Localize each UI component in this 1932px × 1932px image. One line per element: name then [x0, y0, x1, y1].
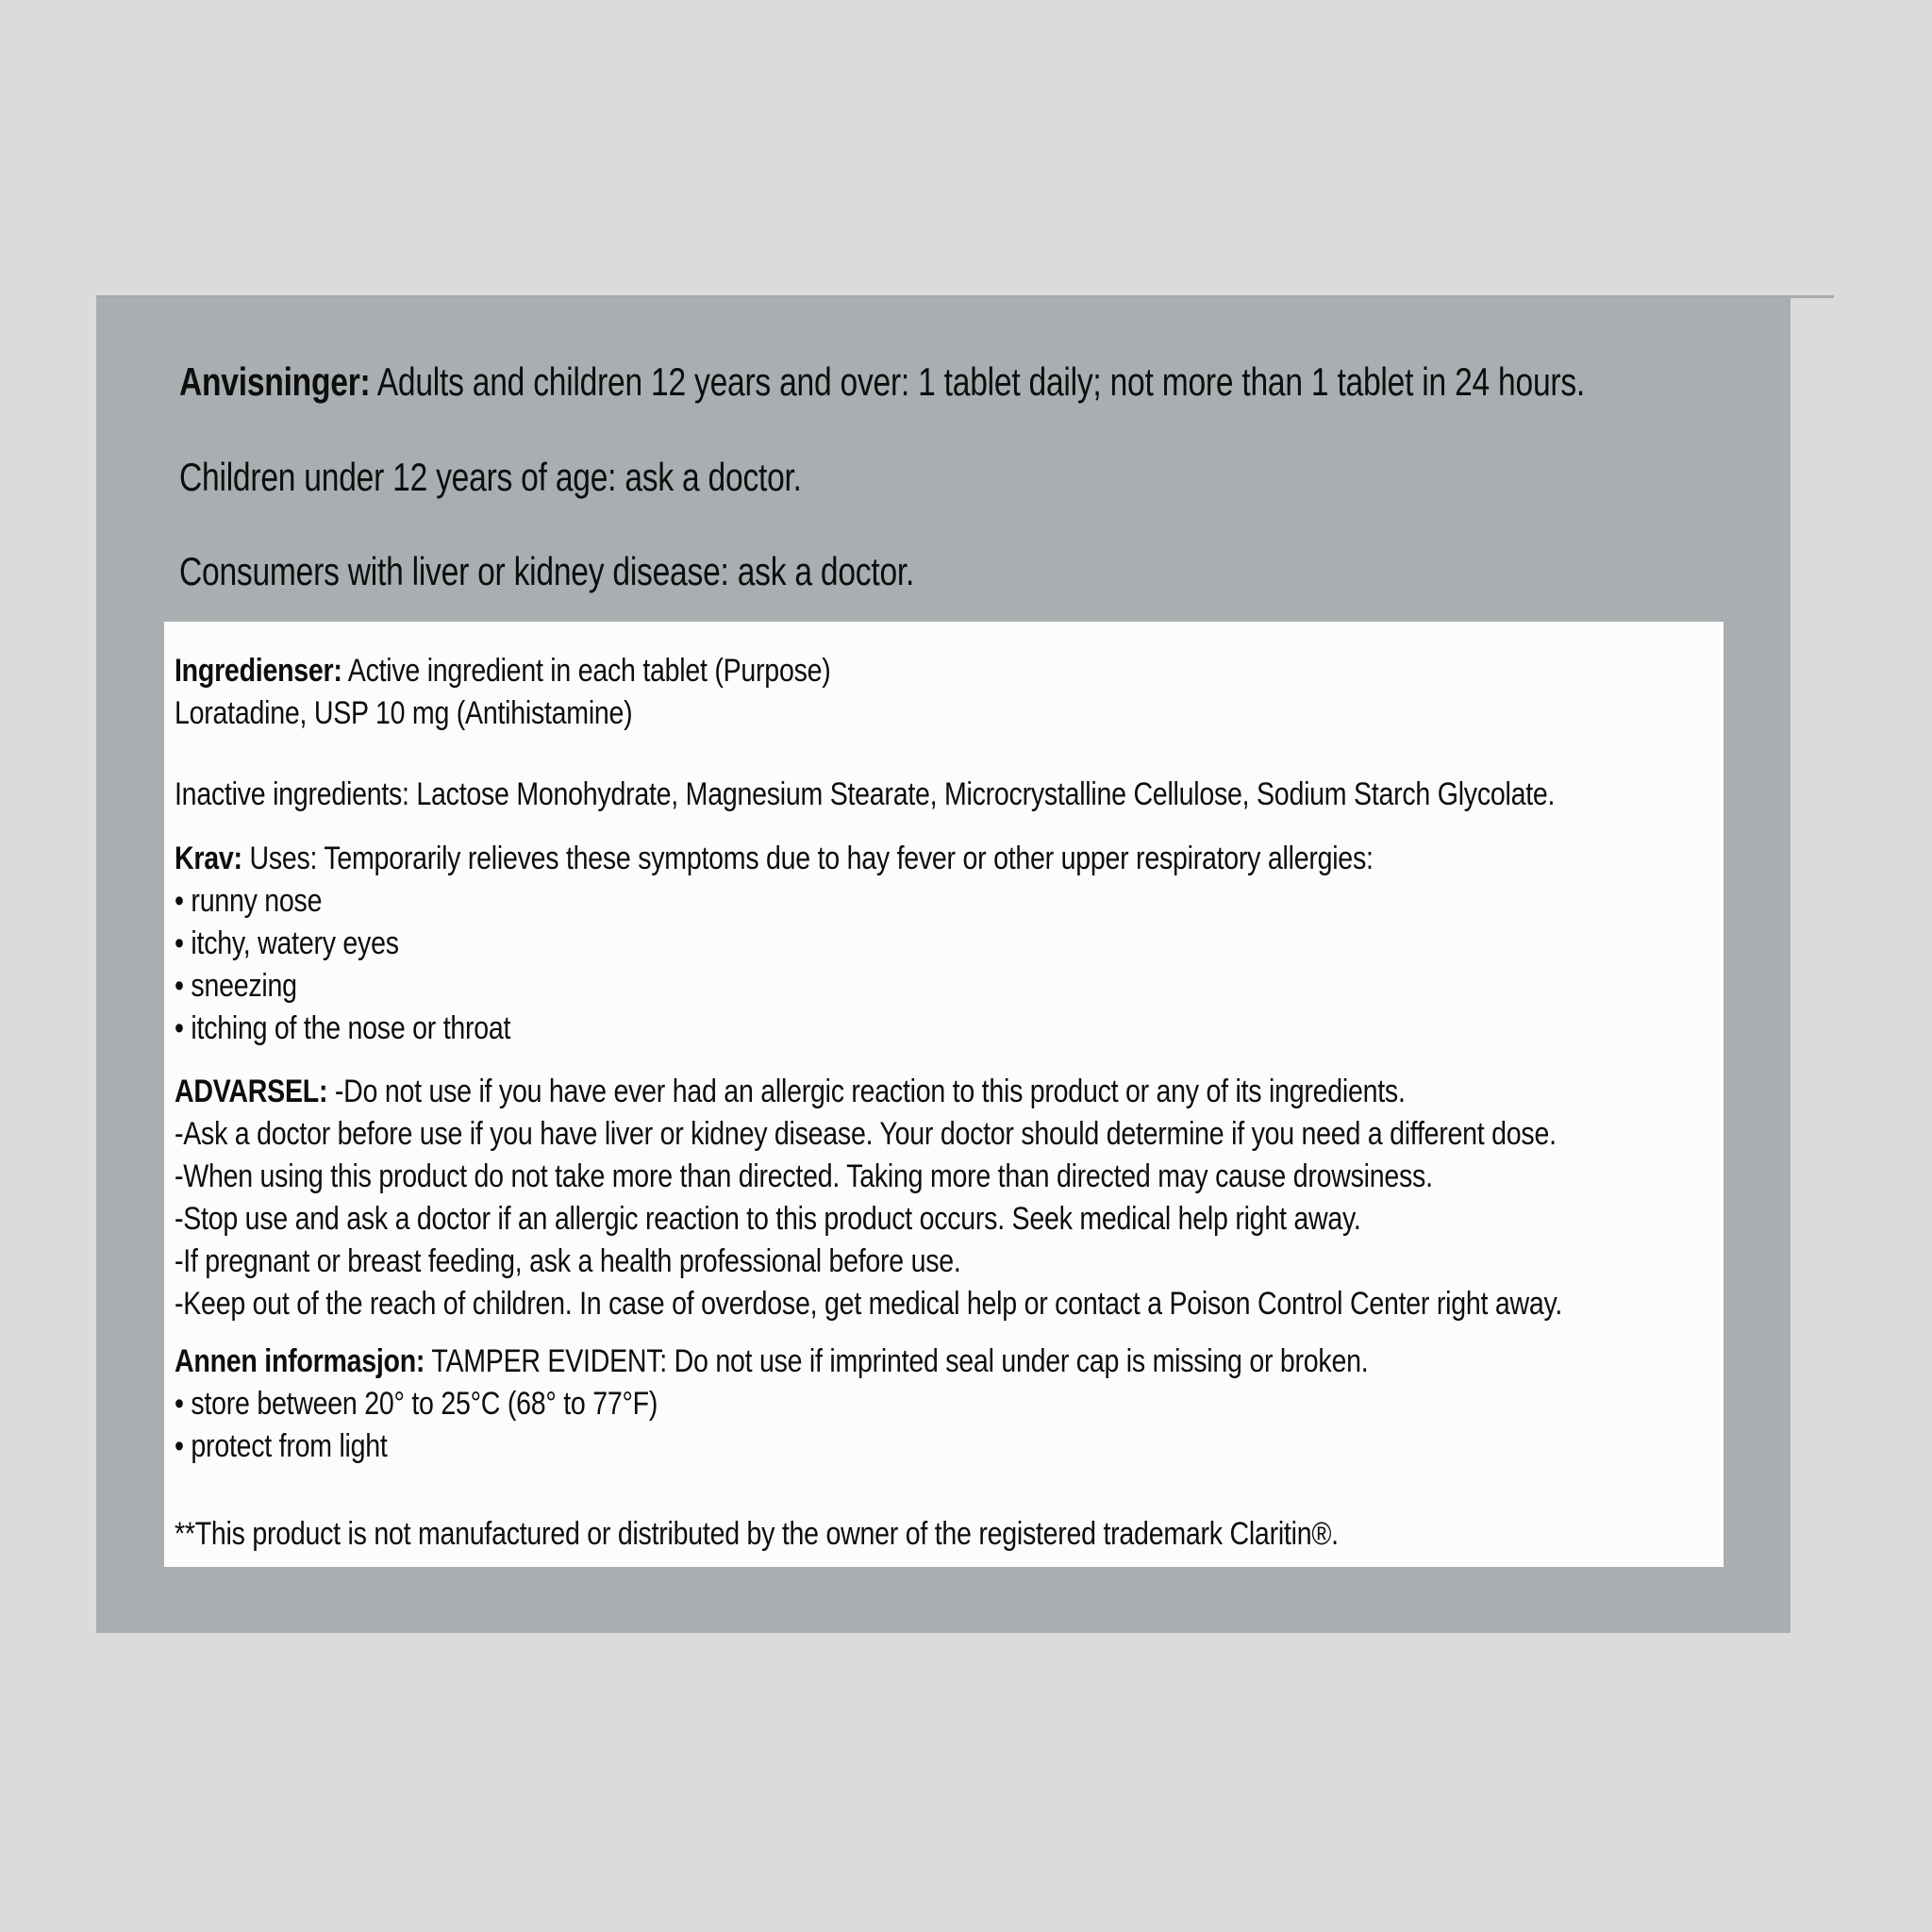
warnings-line-2: -Ask a doctor before use if you have liver or kidney disease. Your doctor should determine if you need a different dose. — [175, 1116, 1557, 1152]
drug-facts-panel — [164, 622, 1724, 1567]
warnings-line-6: -Keep out of the reach of children. In case of overdose, get medical help or contact a Poison Control Center right away. — [175, 1286, 1563, 1322]
warnings-heading: ADVARSEL: — [175, 1074, 328, 1109]
other-info-line-1: Annen informasjon: TAMPER EVIDENT: Do not use if imprinted seal under cap is missing or broken. — [175, 1343, 1369, 1379]
uses-bullet-1: • runny nose — [175, 883, 323, 919]
inactive-ingredients-line: Inactive ingredients: Lactose Monohydrate, Magnesium Stearate, Microcrystalline Cellulose, Sodium Starch Glycolate. — [175, 776, 1556, 812]
uses-line-1: Krav: Uses: Temporarily relieves these symptoms due to hay fever or other upper respiratory allergies: — [175, 841, 1374, 876]
warnings-line-3: -When using this product do not take more than directed. Taking more than directed may cause drowsiness. — [175, 1158, 1433, 1194]
other-info-bullet-2: • protect from light — [175, 1428, 388, 1464]
directions-line-2: Children under 12 years of age: ask a doctor. — [179, 455, 802, 499]
directions-line-1 — [179, 359, 1932, 405]
warnings-line-1: ADVARSEL: -Do not use if you have ever had an allergic reaction to this product or any of its ingredients. — [175, 1074, 1406, 1109]
uses-heading: Krav: — [175, 841, 242, 876]
uses-bullet-2: • itchy, watery eyes — [175, 925, 399, 961]
warnings-line-5: -If pregnant or breast feeding, ask a health professional before use. — [175, 1243, 961, 1279]
other-info-bullet-1: • store between 20° to 25°C (68° to 77°F) — [175, 1386, 658, 1422]
ingredients-line-1: Ingredienser: Active ingredient in each tablet (Purpose) — [175, 653, 831, 689]
directions-text: Adults and children 12 years and over: 1 tablet daily; not more than 1 tablet in 24 hours. — [370, 359, 1585, 404]
directions-heading: Anvisninger: — [179, 359, 371, 404]
warnings-line-4: -Stop use and ask a doctor if an allergic reaction to this product occurs. Seek medical help right away. — [175, 1201, 1361, 1237]
medication-label — [96, 298, 1790, 1633]
directions-line-3: Consumers with liver or kidney disease: ask a doctor. — [179, 549, 915, 593]
ingredients-heading: Ingredienser: — [175, 653, 342, 689]
uses-bullet-4: • itching of the nose or throat — [175, 1010, 511, 1046]
other-info-heading: Annen informasjon: — [175, 1343, 425, 1379]
trademark-disclaimer: **This product is not manufactured or distributed by the owner of the registered trademark Claritin®. — [175, 1516, 1339, 1552]
ingredients-line-2: Loratadine, USP 10 mg (Antihistamine) — [175, 695, 633, 731]
uses-bullet-3: • sneezing — [175, 968, 297, 1004]
